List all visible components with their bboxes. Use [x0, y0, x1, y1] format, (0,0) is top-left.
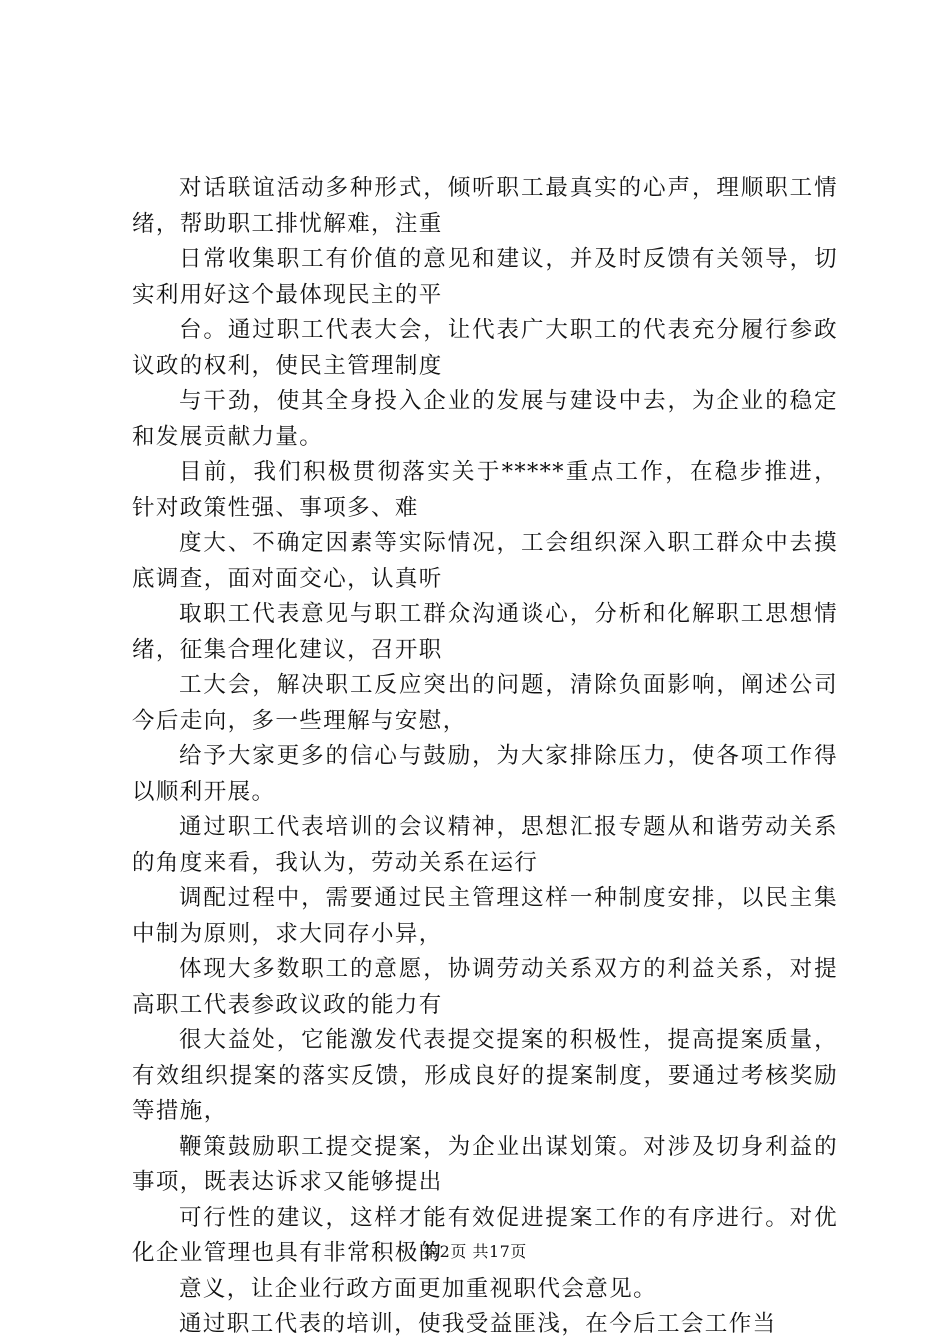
paragraph: 与干劲，使其全身投入企业的发展与建设中去，为企业的稳定和发展贡献力量。 [132, 388, 838, 450]
paragraph: 度大、不确定因素等实际情况，工会组织深入职工群众中去摸底调查，面对面交心，认真听 [132, 530, 838, 592]
paragraph: 鞭策鼓励职工提交提案，为企业出谋划策。对涉及切身利益的事项，既表达诉求又能够提出 [132, 1133, 838, 1195]
paragraph: 给予大家更多的信心与鼓励，为大家排除压力，使各项工作得以顺利开展。 [132, 743, 838, 805]
paragraph: 台。通过职工代表大会，让代表广大职工的代表充分履行参政议政的权利，使民主管理制度 [132, 317, 838, 379]
paragraph: 取职工代表意见与职工群众沟通谈心，分析和化解职工思想情绪，征集合理化建议，召开职 [132, 601, 838, 663]
paragraph: 体现大多数职工的意愿，协调劳动关系双方的利益关系，对提高职工代表参政议政的能力有 [132, 956, 838, 1018]
paragraph: 通过职工代表培训的会议精神，思想汇报专题从和谐劳动关系的角度来看，我认为，劳动关系在运行 [132, 814, 838, 876]
paragraph: 很大益处，它能激发代表提交提案的积极性，提高提案质量，有效组织提案的落实反馈，形成良好的提案制度，要通过考核奖励等措施， [132, 1027, 838, 1124]
paragraph: 可行性的建议，这样才能有效促进提案工作的有序进行。对优化企业管理也具有非常积极的 [132, 1204, 838, 1266]
paragraph: 调配过程中，需要通过民主管理这样一种制度安排，以民主集中制为原则，求大同存小异， [132, 885, 838, 947]
paragraph: 意义，让企业行政方面更加重视职代会意见。 [179, 1275, 658, 1302]
paragraph: 日常收集职工有价值的意见和建议，并及时反馈有关领导，切实利用好这个最体现民主的平 [132, 246, 838, 308]
paragraph: 工大会，解决职工反应突出的问题，清除负面影响，阐述公司今后走向，多一些理解与安慰， [132, 672, 838, 734]
page-number-footer: 第2页 共17页 [423, 1242, 527, 1261]
paragraph: 对话联谊活动多种形式，倾听职工最真实的心声，理顺职工情绪，帮助职工排忧解难，注重 [132, 175, 838, 237]
paragraph: 通过职工代表的培训，使我受益匪浅，在今后工会工作当 [179, 1311, 777, 1337]
paragraph: 目前，我们积极贯彻落实关于*****重点工作，在稳步推进，针对政策性强、事项多、难 [132, 459, 838, 521]
document-body [132, 171, 838, 1343]
